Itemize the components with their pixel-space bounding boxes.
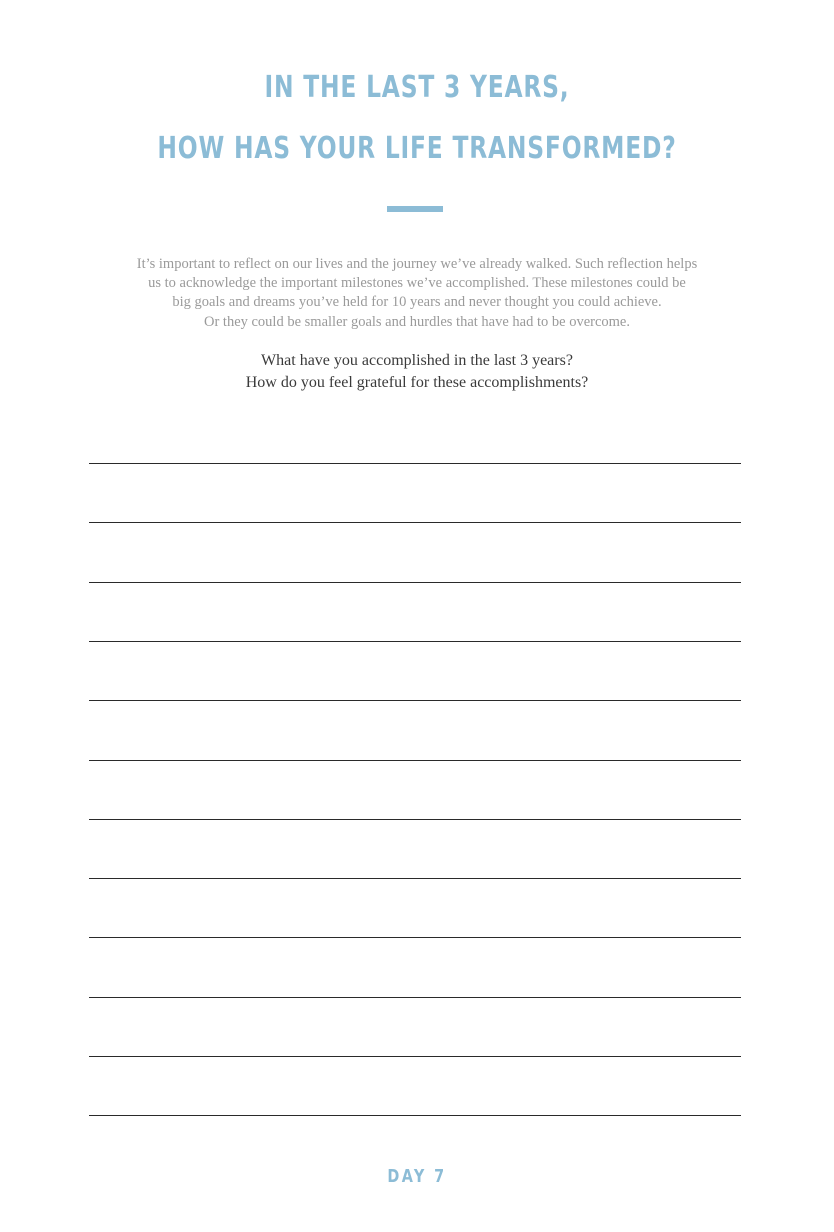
accent-divider [387, 206, 443, 212]
writing-line[interactable] [89, 522, 741, 523]
intro-line: us to acknowledge the important milestones we’ve accomplished. These milestones could be [148, 275, 686, 292]
intro-line: Or they could be smaller goals and hurdles that have had to be overcome. [203, 313, 630, 330]
page-title-line-1: IN THE LAST 3 YEARS, [264, 70, 570, 105]
intro-line: It’s important to reflect on our lives and the journey we’ve already walked. Such reflection helps [136, 256, 698, 272]
question-line: What have you accomplished in the last 3 years? [261, 352, 573, 369]
reflection-questions [120, 350, 714, 394]
writing-line[interactable] [89, 937, 741, 938]
intro-paragraph [120, 255, 714, 332]
writing-line[interactable] [89, 1056, 741, 1057]
question-line: How do you feel grateful for these accomplishments? [245, 374, 589, 391]
writing-line[interactable] [89, 463, 741, 464]
writing-line[interactable] [89, 582, 741, 583]
writing-line[interactable] [89, 641, 741, 642]
writing-line[interactable] [89, 997, 741, 998]
writing-line[interactable] [89, 819, 741, 820]
intro-line: big goals and dreams you’ve held for 10 years and never thought you could achieve. [172, 294, 662, 311]
writing-line[interactable] [89, 760, 741, 761]
day-label: DAY 7 [387, 1166, 447, 1187]
page-title-line-2: HOW HAS YOUR LIFE TRANSFORMED? [157, 131, 677, 166]
writing-line[interactable] [89, 878, 741, 879]
writing-line[interactable] [89, 700, 741, 701]
writing-line[interactable] [89, 1115, 741, 1116]
